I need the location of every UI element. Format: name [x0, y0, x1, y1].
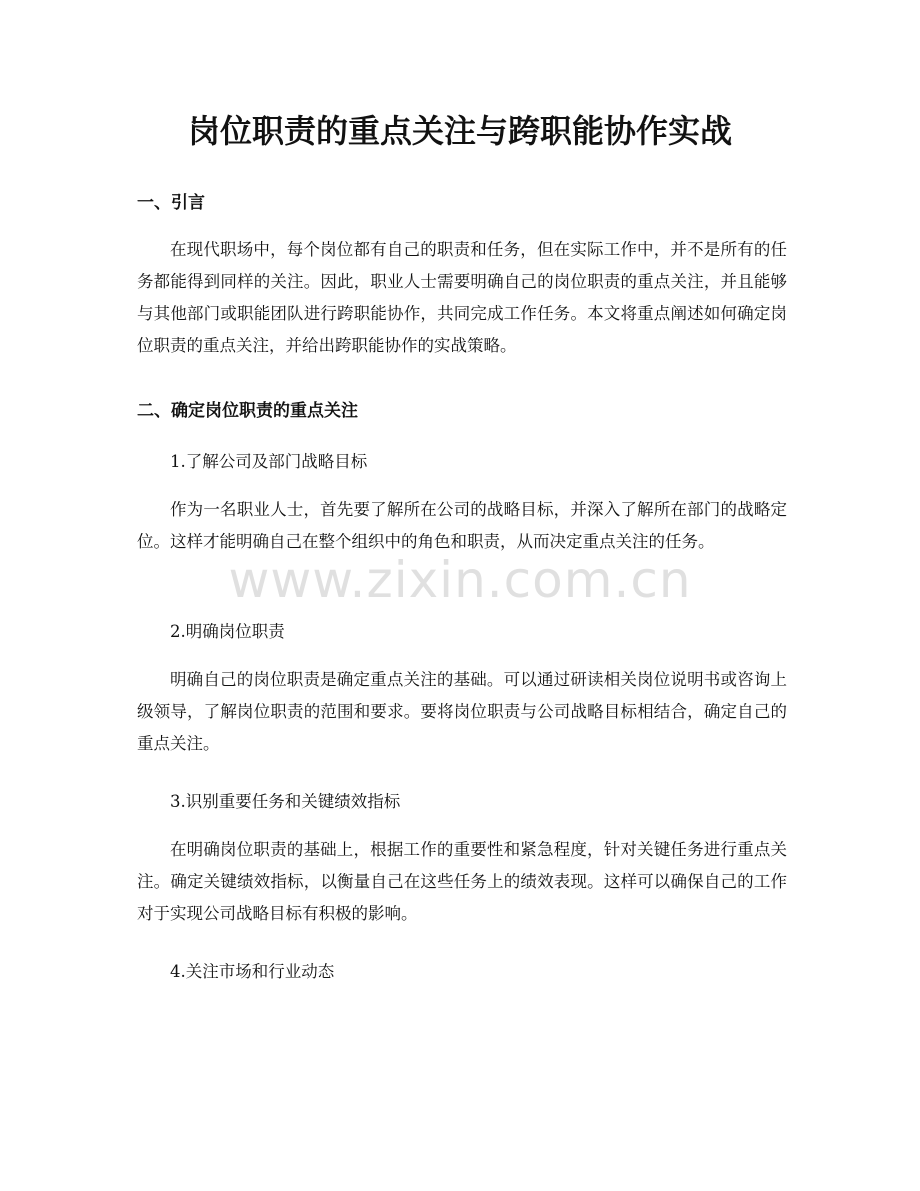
paragraph-key-tasks: 在明确岗位职责的基础上，根据工作的重要性和紧急程度，针对关键任务进行重点关注。确定关键绩效指标，以衡量自己在这些任务上的绩效表现。这样可以确保自己的工作对于实现公司战略目标有积极的影响。 — [137, 840, 787, 923]
paragraph-define-duties: 明确自己的岗位职责是确定重点关注的基础。可以通过研读相关岗位说明书或咨询上级领导，了解岗位职责的范围和要求。要将岗位职责与公司战略目标相结合，确定自己的重点关注。 — [137, 670, 787, 753]
watermark: www.zixin.com.cn — [228, 551, 692, 609]
subheading-market-trends: 4.关注市场和行业动态 — [170, 962, 335, 981]
paragraph-strategy: 作为一名职业人士，首先要了解所在公司的战略目标，并深入了解所在部门的战略定位。这样才能明确自己在整个组织中的角色和职责，从而决定重点关注的任务。 — [137, 500, 787, 551]
subheading-define-duties: 2.明确岗位职责 — [170, 622, 285, 641]
section-heading-intro: 一、引言 — [137, 193, 205, 213]
subheading-strategy: 1.了解公司及部门战略目标 — [170, 452, 368, 471]
section-heading-focus: 二、确定岗位职责的重点关注 — [137, 401, 358, 421]
intro-paragraph: 在现代职场中，每个岗位都有自己的职责和任务，但在实际工作中，并不是所有的任务都能得到同样的关注。因此，职业人士需要明确自己的岗位职责的重点关注，并且能够与其他部门或职能团队进行跨职能协作，共同完成工作任务。本文将重点阐述如何确定岗位职责的重点关注，并给出跨职能协作的实战策略。 — [137, 240, 787, 355]
subheading-key-tasks: 3.识别重要任务和关键绩效指标 — [170, 792, 401, 811]
document-title: 岗位职责的重点关注与跨职能协作实战 — [187, 112, 732, 150]
